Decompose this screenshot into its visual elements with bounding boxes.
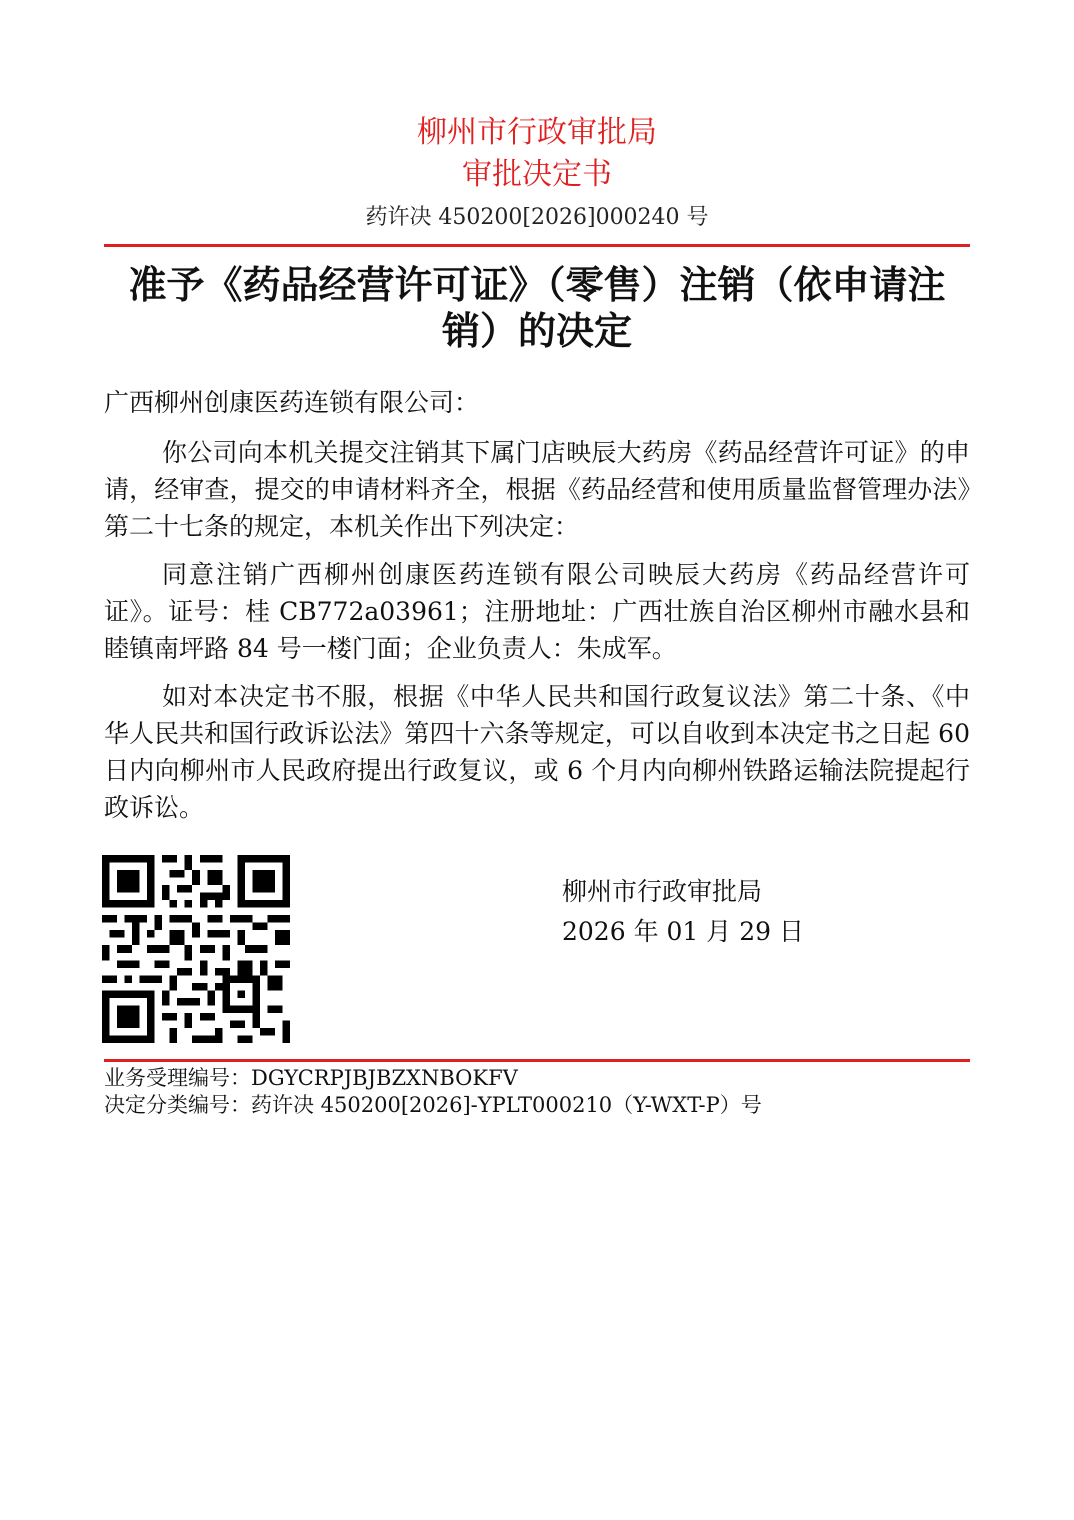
header-organization: 柳州市行政审批局 — [417, 115, 657, 150]
header-divider — [104, 244, 970, 247]
signature-date: 2026 年 01 月 29 日 — [562, 917, 804, 946]
classification-number: 决定分类编号：药许决 450200[2026]-YPLT000210（Y-WXT-P）号 — [104, 1093, 762, 1117]
business-number: 业务受理编号：DGYCRPJBJBZXNBOKFV — [104, 1066, 518, 1090]
signature-block — [562, 872, 804, 952]
qr-code-icon — [102, 855, 290, 1043]
footer-block — [104, 1065, 762, 1119]
footer-divider — [104, 1059, 970, 1062]
document-title: 准予《药品经营许可证》（零售）注销（依申请注销）的决定 — [128, 263, 946, 353]
addressee: 广西柳州创康医药连锁有限公司： — [104, 388, 480, 417]
paragraph-application: 你公司向本机关提交注销其下属门店映辰大药房《药品经营许可证》的申请，经审查，提交的申请材料齐全，根据《药品经营和使用质量监督管理办法》第二十七条的规定，本机关作出下列决定： — [104, 438, 970, 541]
paragraph-appeal: 如对本决定书不服，根据《中华人民共和国行政复议法》第二十条、《中华人民共和国行政诉讼法》第四十六条等规定，可以自收到本决定书之日起 60 日内向柳州市人民政府提出行政复议，或 6 个月内向柳州铁路运输法院提起行政诉讼。 — [104, 682, 970, 822]
signature-organization: 柳州市行政审批局 — [562, 877, 763, 906]
paragraph-decision: 同意注销广西柳州创康医药连锁有限公司映辰大药房《药品经营许可证》。证号：桂 CB772a03961；注册地址：广西壮族自治区柳州市融水县和睦镇南坪路 84 号一楼门面；企业负责人：朱成军。 — [104, 560, 970, 663]
document-number: 药许决 450200[2026]000240 号 — [365, 205, 709, 230]
header-document-type: 审批决定书 — [462, 157, 612, 192]
